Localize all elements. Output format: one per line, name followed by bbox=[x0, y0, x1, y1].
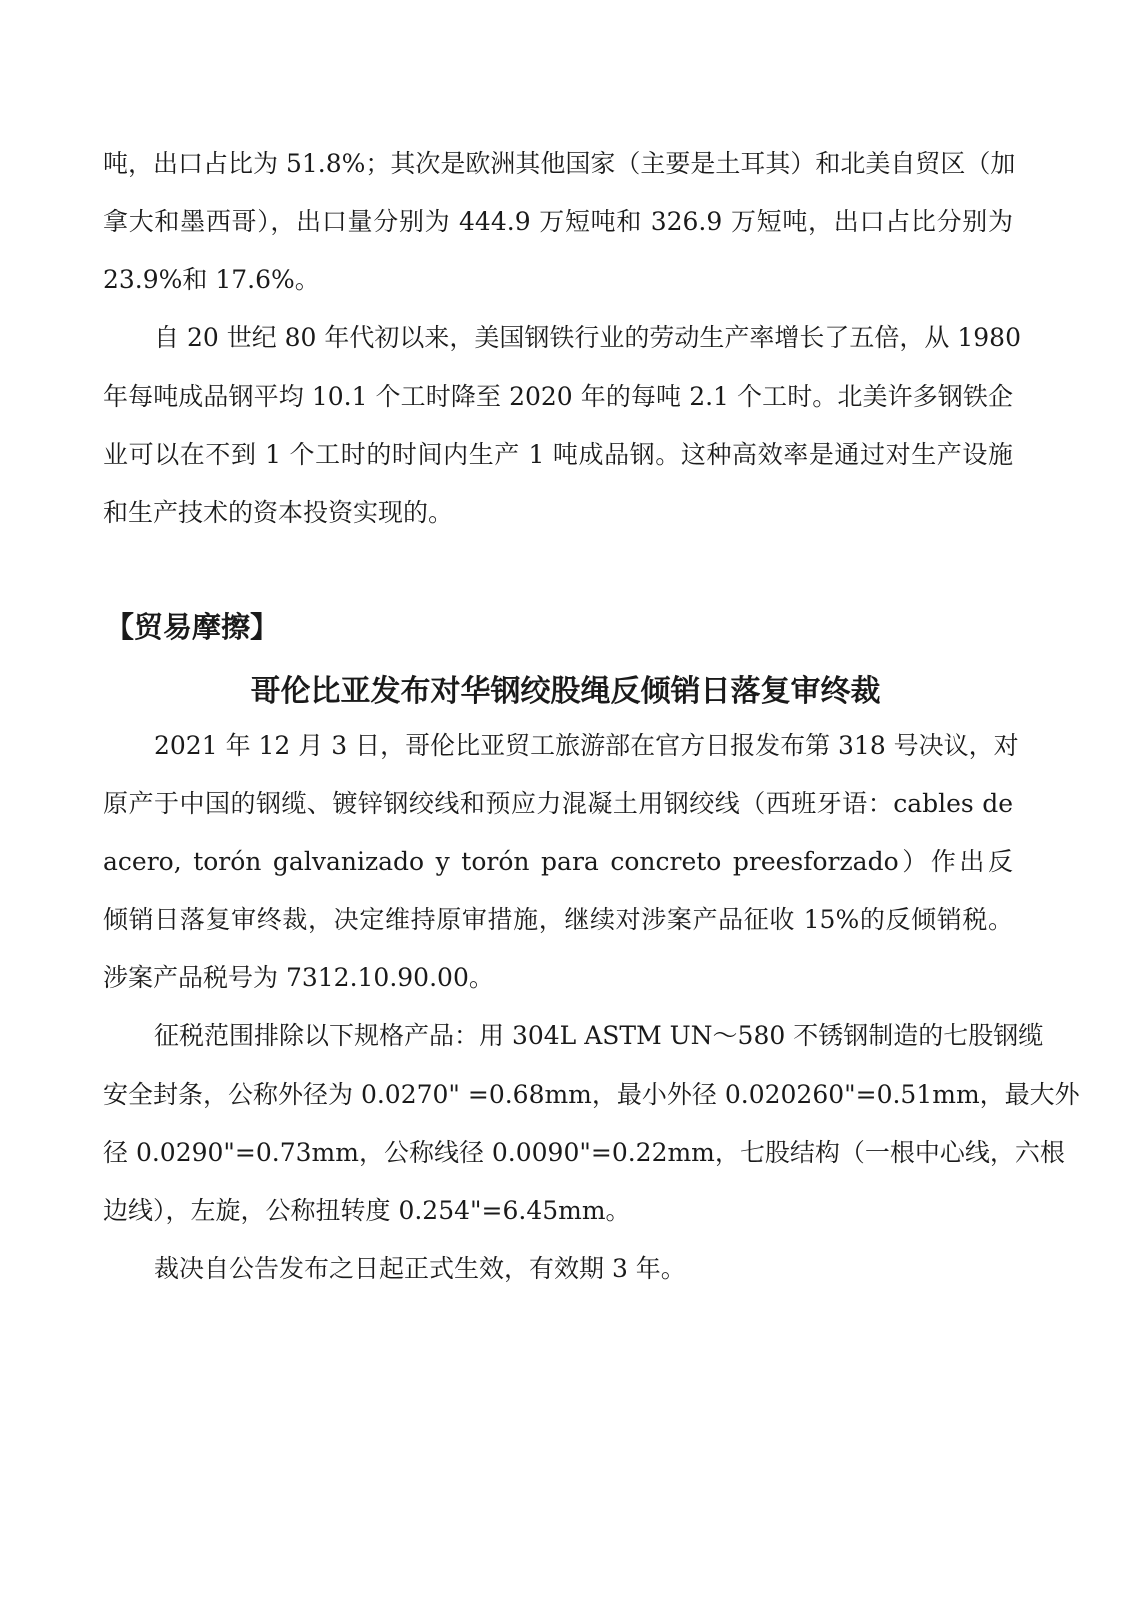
paragraph-line: 征税范围排除以下规格产品：用 304L ASTM UN～580 不锈钢制造的七股钢缆 bbox=[154, 1021, 1044, 1050]
article-title: 哥伦比亚发布对华钢绞股绳反倾销日落复审终裁 bbox=[250, 674, 881, 709]
paragraph-line: 23.9%和 17.6%。 bbox=[103, 265, 320, 294]
paragraph-line: 径 0.0290"=0.73mm，公称线径 0.0090"=0.22mm，七股结构（一根中心线，六根 bbox=[103, 1138, 1065, 1167]
paragraph-line: 裁决自公告发布之日起正式生效，有效期 3 年。 bbox=[154, 1254, 686, 1283]
paragraph-line: 自 20 世纪 80 年代初以来，美国钢铁行业的劳动生产率增长了五倍，从 1980 bbox=[154, 323, 1021, 352]
paragraph-line: 倾销日落复审终裁，决定维持原审措施，继续对涉案产品征收 15%的反倾销税。 bbox=[103, 905, 1013, 934]
section-heading: 【贸易摩擦】 bbox=[105, 610, 280, 644]
paragraph-line: acero, torón galvanizado y torón para concreto preesforzado）作出反 bbox=[103, 847, 1013, 876]
paragraph-line: 年每吨成品钢平均 10.1 个工时降至 2020 年的每吨 2.1 个工时。北美许多钢铁企 bbox=[103, 382, 1013, 411]
paragraph-line: 涉案产品税号为 7312.10.90.00。 bbox=[103, 963, 494, 992]
paragraph-line: 拿大和墨西哥），出口量分别为 444.9 万短吨和 326.9 万短吨，出口占比分别为 bbox=[103, 207, 1013, 236]
paragraph-line: 吨，出口占比为 51.8%；其次是欧洲其他国家（主要是土耳其）和北美自贸区（加 bbox=[103, 149, 1016, 178]
paragraph-line: 业可以在不到 1 个工时的时间内生产 1 吨成品钢。这种高效率是通过对生产设施 bbox=[103, 440, 1013, 469]
paragraph-line: 2021 年 12 月 3 日，哥伦比亚贸工旅游部在官方日报发布第 318 号决议，对 bbox=[154, 731, 1019, 760]
paragraph-line: 和生产技术的资本投资实现的。 bbox=[103, 498, 454, 527]
paragraph-line: 安全封条，公称外径为 0.0270" =0.68mm，最小外径 0.020260"=0.51mm，最大外 bbox=[103, 1080, 1080, 1109]
paragraph-line: 原产于中国的钢缆、镀锌钢绞线和预应力混凝土用钢绞线（西班牙语：cables de bbox=[103, 789, 1013, 818]
paragraph-line: 边线），左旋，公称扭转度 0.254"=6.45mm。 bbox=[103, 1196, 631, 1225]
